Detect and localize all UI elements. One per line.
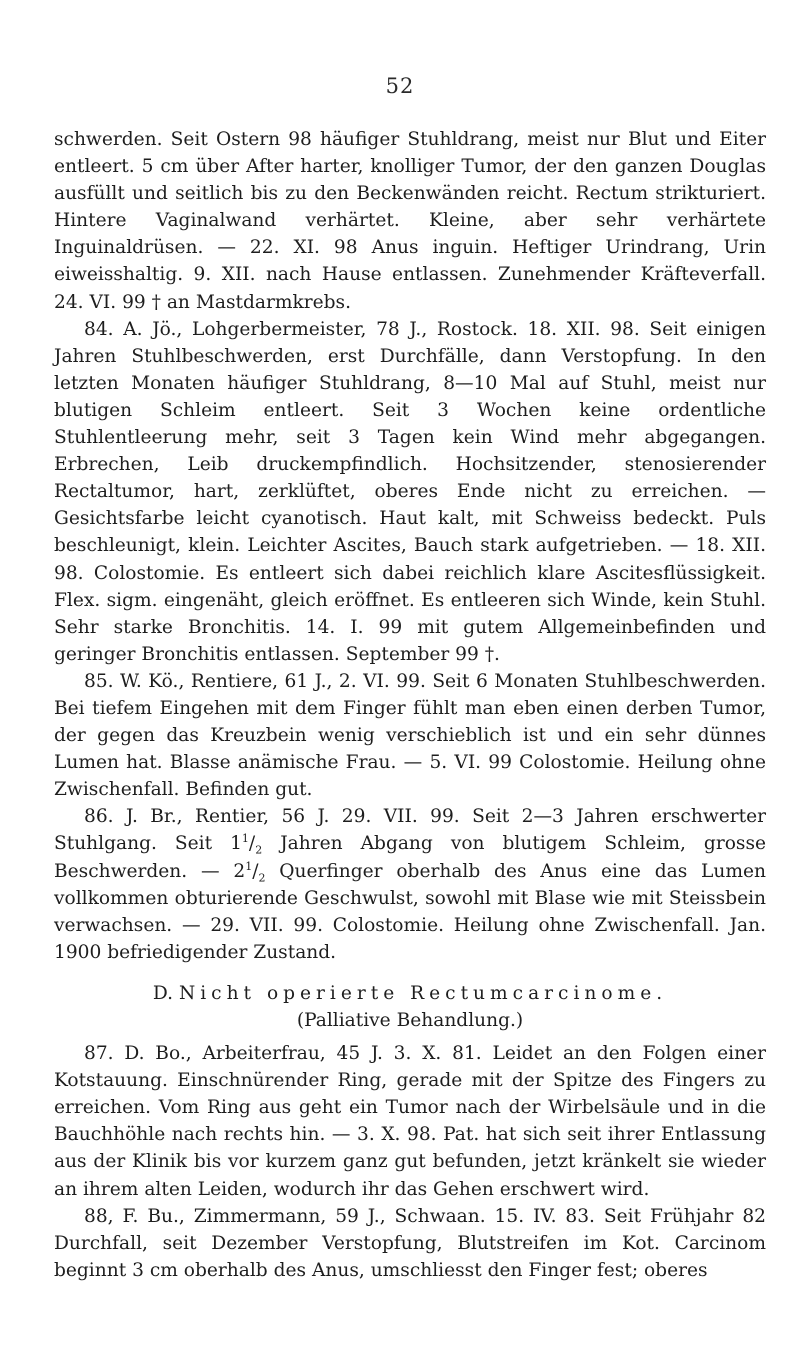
case-86-part-1: 86. J. Br., Rentier, 56 J. 29. VII. 99. Seit 2—3 Jahren erschwerter Stuhlgang. Seit 1 [54,806,766,855]
fraction-denominator: 2 [258,871,266,885]
section-subheading: (Palliative Behandlung.) [296,1010,524,1031]
case-paragraph-86: 86. J. Br., Rentier, 56 J. 29. VII. 99. Seit 2—3 Jahren erschwerter Stuhlgang. Seit $1^1/_2$ Jahren Abgang von blutigem Schleim, grosse Beschwerden. — $2^1/_2$ Querfinger oberhalb des Anus eine das Lumen vollkommen obturierende Geschwulst, sowohl mit Blase wie mit Steissbein verwachsen. — 29. VII. 99. Colostomie. Heilung ohne Zwischenfall. Jan. 1900 befriedigender Zustand. [54,806,766,963]
page-number: 52 [385,74,415,98]
case-86-part-2: Jahren Abgang von blutigem Schleim, grosse Beschwerden. — 2 [54,833,766,882]
case-paragraph-88: 88, F. Bu., Zimmermann, 59 J., Schwaan. 15. IV. 83. Seit Frühjahr 82 Durchfall, seit Dezember Verstopfung, Blutstreifen im Kot. Carcinom beginnt 3 cm oberhalb des Anus, umschliesst den Finger fest; oberes [54,1205,766,1281]
body-text [54,126,766,1284]
section-heading [54,980,766,1007]
fraction-numerator: 1 [245,859,253,873]
fraction-numerator: 1 [241,832,249,846]
case-paragraph-87: 87. D. Bo., Arbeiterfrau, 45 J. 3. X. 81. Leidet an den Folgen einer Kotstauung. Einschnürender Ring, gerade mit der Spitze des Fingers zu erreichen. Vom Ring aus geht ein Tumor nach der Wirbelsäule und in die Bauchhöhle nach rechts hin. — 3. X. 98. Pat. hat sich seit ihrer Entlassung aus der Klinik bis vor kurzem ganz gut befunden, jetzt kränkelt sie wieder an ihrem alten Leiden, wodurch ihr das Gehen erschwert wird. [54,1043,766,1200]
section-heading-title: Nicht operierte Rectumcarcinome. [178,982,668,1004]
case-paragraph-85: 85. W. Kö., Rentiere, 61 J., 2. VI. 99. Seit 6 Monaten Stuhlbeschwerden. Bei tiefem Eingehen mit dem Finger fühlt man eben einen derben Tumor, der gegen das Kreuzbein wenig verschieblich ist und ein sehr dünnes Lumen hat. Blasse anämische Frau. — 5. VI. 99 Colostomie. Heilung ohne Zwischenfall. Befinden gut. [54,670,766,801]
paragraph-continued: schwerden. Seit Ostern 98 häufiger Stuhldrang, meist nur Blut und Eiter entleert. 5 cm über After harter, knolliger Tumor, der den ganzen Douglas ausfüllt und seitlich bis zu den Beckenwänden reicht. Rectum strikturiert. Hintere Vaginalwand verhärtet. Kleine, aber sehr verhärtete Inguinaldrüsen. — 22. XI. 98 Anus inguin. Heftiger Urindrang, Urin eiweisshaltig. 9. XII. nach Hause entlassen. Zunehmender Kräfteverfall. 24. VI. 99 † an Mastdarmkrebs. [54,129,766,313]
fraction-denominator: 2 [255,844,263,858]
case-86-part-3: Querfinger oberhalb des Anus eine das Lumen vollkommen obturierende Geschwulst, sowohl mit Blase wie mit Steissbein verwachsen. — 29. VII. 99. Colostomie. Heilung ohne Zwischenfall. Jan. 1900 befriedigender Zustand. [54,860,766,963]
section-heading-prefix: D. [152,982,174,1004]
case-paragraph-84: 84. A. Jö., Lohgerbermeister, 78 J., Rostock. 18. XII. 98. Seit einigen Jahren Stuhlbeschwerden, erst Durchfälle, dann Verstopfung. In den letzten Monaten häufiger Stuhldrang, 8—10 Mal auf Stuhl, meist nur blutigen Schleim entleert. Seit 3 Wochen keine ordentliche Stuhlentleerung mehr, seit 3 Tagen kein Wind mehr abgegangen. Erbrechen, Leib druckempfindlich. Hochsitzender, stenosierender Rectaltumor, hart, zerklüftet, oberes Ende nicht zu erreichen. — Gesichtsfarbe leicht cyanotisch. Haut kalt, mit Schweiss bedeckt. Puls beschleunigt, klein. Leichter Ascites, Bauch stark aufgetrieben. — 18. XII. 98. Colostomie. Es entleert sich dabei reichlich klare Ascitesflüssigkeit. Flex. sigm. eingenäht, gleich eröffnet. Es entleeren sich Winde, kein Stuhl. Sehr starke Bronchitis. 14. I. 99 mit gutem Allgemeinbefinden und geringer Bronchitis entlassen. September 99 †. [54,318,766,665]
